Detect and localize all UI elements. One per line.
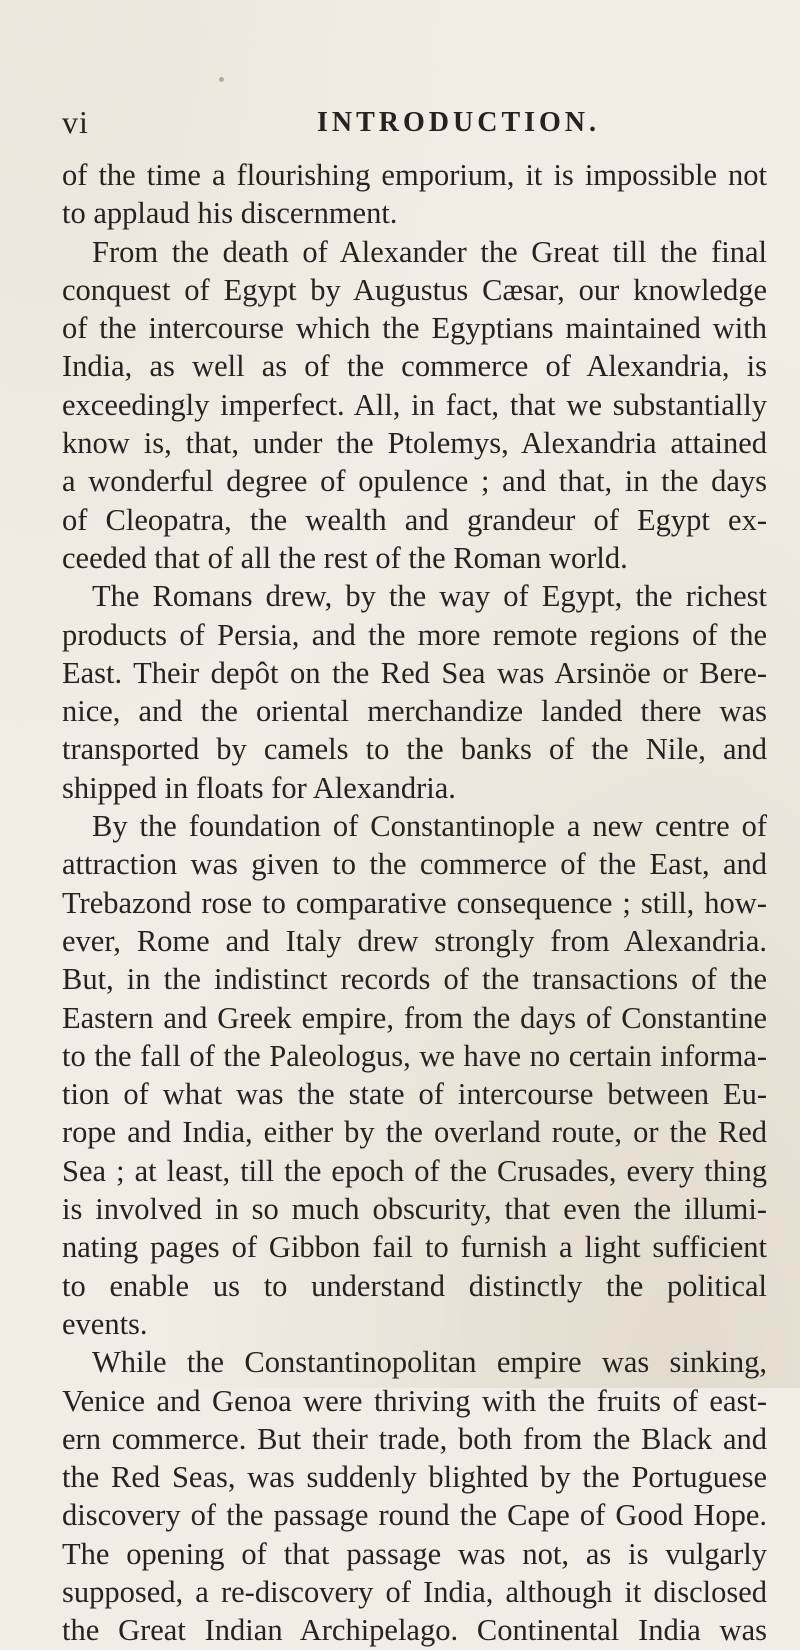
text-line: conquest of Egypt by Augustus Cæsar, our knowledge: [62, 272, 767, 307]
text-line: ceeded that of all the rest of the Roman world.: [62, 540, 628, 575]
text-line: shipped in floats for Alexandria.: [62, 770, 456, 805]
text-line: products of Persia, and the more remote regions of the: [62, 617, 767, 652]
text-line: India, as well as of the commerce of Alexandria, is: [62, 349, 767, 384]
text-line: the Great Indian Archipelago. Continental India was: [62, 1613, 767, 1648]
text-line: of the time a flourishing emporium, it is impossible not: [62, 158, 767, 192]
text-line: to applaud his discernment.: [62, 196, 398, 231]
text-line: know is, that, under the Ptolemys, Alexandria attained: [62, 426, 767, 461]
text-line: a wonderful degree of opulence ; and that, in the days: [62, 464, 767, 499]
text-line: Trebazond rose to comparative consequence ; still, how-: [62, 885, 767, 920]
text-line: ever, Rome and Italy drew strongly from Alexandria.: [62, 923, 767, 958]
text-line: attraction was given to the commerce of the East, and: [62, 847, 767, 882]
text-line: The opening of that passage was not, as is vulgarly: [62, 1536, 767, 1571]
ink-spot: [219, 77, 224, 82]
text-line: the Red Seas, was suddenly blighted by the Portuguese: [62, 1460, 767, 1495]
text-line: ern commerce. But their trade, both from the Black and: [62, 1421, 767, 1456]
text-line: But, in the indistinct records of the transactions of the: [62, 962, 767, 997]
text-line: of Cleopatra, the wealth and grandeur of Egypt ex-: [62, 502, 767, 537]
text-line: nating pages of Gibbon fail to furnish a light sufficient: [62, 1230, 767, 1265]
text-line: Eastern and Greek empire, from the days of Constantine: [62, 1000, 767, 1035]
text-line: By the foundation of Constantinople a new centre of: [92, 809, 767, 844]
text-line: From the death of Alexander the Great till the final: [92, 234, 767, 269]
text-line: discovery of the passage round the Cape of Good Hope.: [62, 1498, 767, 1533]
text-line: is involved in so much obscurity, that even the illumi-: [62, 1192, 767, 1227]
text-line: transported by camels to the banks of the Nile, and: [62, 732, 767, 767]
body-text: [62, 156, 767, 1650]
text-line: nice, and the oriental merchandize landed there was: [62, 694, 767, 729]
running-head: [62, 102, 762, 142]
text-line: to the fall of the Paleologus, we have no certain informa-: [62, 1038, 767, 1073]
text-line: East. Their depôt on the Red Sea was Arsinöe or Bere-: [62, 655, 767, 690]
running-title: INTRODUCTION.: [317, 107, 601, 138]
text-line: to enable us to understand distinctly the political: [62, 1268, 767, 1303]
text-line: supposed, a re-discovery of India, although it disclosed: [62, 1574, 767, 1609]
text-line: Sea ; at least, till the epoch of the Crusades, every thing: [62, 1153, 767, 1188]
text-line: of the intercourse which the Egyptians maintained with: [62, 311, 767, 346]
text-line: Venice and Genoa were thriving with the fruits of east-: [62, 1383, 767, 1418]
text-line: The Romans drew, by the way of Egypt, the richest: [92, 579, 767, 614]
text-line: events.: [62, 1306, 148, 1341]
text-line: While the Constantinopolitan empire was sinking,: [92, 1345, 767, 1380]
text-line: tion of what was the state of intercourse between Eu-: [62, 1077, 767, 1112]
page-number: vi: [62, 104, 89, 140]
text-line: rope and India, either by the overland route, or the Red: [62, 1115, 767, 1150]
text-line: exceedingly imperfect. All, in fact, that we substantially: [62, 387, 767, 422]
